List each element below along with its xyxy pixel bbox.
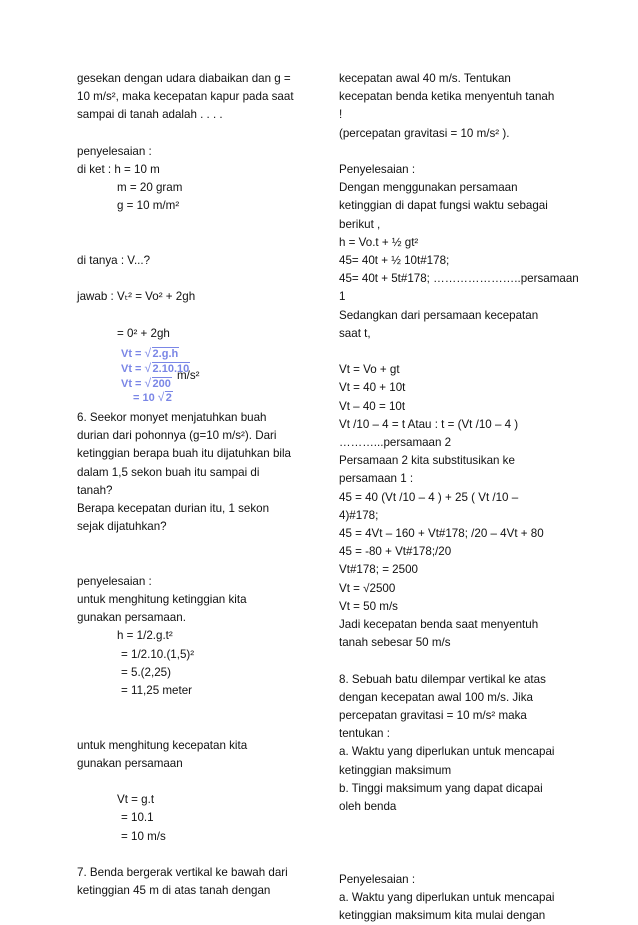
text-line: untuk menghitung kecepatan kita <box>77 738 248 752</box>
blank-line <box>77 700 309 718</box>
text-line: tanah sebesar 50 m/s <box>339 636 451 650</box>
text-line: 1 <box>339 290 346 304</box>
text-line: saat t, <box>339 326 371 340</box>
sqrt-icon: √ 2.g.h <box>144 345 179 360</box>
text-line: Berapa kecepatan durian itu, 1 sekon <box>77 501 270 515</box>
blank-line <box>339 652 567 670</box>
text-line: oleh benda <box>339 800 397 814</box>
text-line: ketinggian maksimum kita mulai dengan <box>339 909 546 923</box>
blank-line <box>339 143 567 161</box>
text-line: dalam 1,5 sekon buah itu sampai di <box>77 465 260 479</box>
text-line: Vt = √2500 <box>339 581 396 595</box>
text-line: b. Tinggi maksimum yang dapat dicapai <box>339 781 543 795</box>
blank-line <box>77 555 309 573</box>
text-line: di ket : h = 10 m <box>77 163 160 176</box>
text-line: = 10 m/s <box>121 829 166 843</box>
blank-line <box>77 216 309 234</box>
text-line: persamaan 1 : <box>339 472 414 486</box>
text-line: Dengan menggunakan persamaan <box>339 181 518 195</box>
sqrt-icon: √ 2 <box>157 389 172 404</box>
text-line: = 5.(2,25) <box>121 665 171 679</box>
text-line: penyelesaian : <box>77 574 152 588</box>
text-line: kecepatan benda ketika menyentuh tanah <box>339 90 555 104</box>
text-line: kecepatan awal 40 m/s. Tentukan <box>339 72 511 85</box>
text-line: ketinggian di dapat fungsi waktu sebagai <box>339 199 548 213</box>
text-line: 10 m/s², maka kecepatan kapur pada saat <box>77 90 294 104</box>
text-line: di tanya : V...? <box>77 253 151 267</box>
text-line: durian dari pohonnya (g=10 m/s²). Dari <box>77 429 277 443</box>
text-line: a. Waktu yang diperlukan untuk mencapai <box>339 891 555 905</box>
text-line: g = 10 m/m² <box>117 199 180 213</box>
text-line: 8. Sebuah batu dilempar vertikal ke atas <box>339 672 546 686</box>
blank-line <box>339 853 567 871</box>
radicand: 2.10.10 <box>152 362 190 375</box>
text-line: untuk menghitung ketinggian kita <box>77 592 247 606</box>
sqrt-icon: √ 200 <box>144 375 171 390</box>
text-line: 45 = 4Vt – 160 + Vt#178; /20 – 4Vt + 80 <box>339 527 544 541</box>
text-line: 4)#178; <box>339 508 379 522</box>
text-line: gesekan dengan udara diabaikan dan g = <box>77 72 291 85</box>
blank-line <box>77 125 309 143</box>
text-line: Vt /10 – 4 = t Atau : t = (Vt /10 – 4 ) <box>339 417 519 431</box>
text-line: = 1/2.10.(1,5)² <box>121 647 195 661</box>
left-column <box>77 70 309 900</box>
text-line: jawab : Vₜ² = Vo² + 2gh <box>77 290 196 304</box>
blank-line <box>339 834 567 852</box>
text-line: sampai di tanah adalah . . . . <box>77 108 223 122</box>
text-line: dengan kecepatan awal 100 m/s. Jika <box>339 690 533 704</box>
blank-line <box>339 816 567 834</box>
text-line: Vt#178; = 2500 <box>339 563 418 577</box>
text-line: Sedangkan dari persamaan kecepatan <box>339 308 539 322</box>
blank-line <box>77 536 309 554</box>
text-line: percepatan gravitasi = 10 m/s² maka <box>339 709 527 723</box>
text-line: Vt – 40 = 10t <box>339 399 406 413</box>
text-line: h = 1/2.g.t² <box>117 629 173 643</box>
radicand: 2.g.h <box>152 347 179 360</box>
blank-line <box>339 343 567 361</box>
text-line: ketinggian 45 m di atas tanah dengan <box>77 884 271 898</box>
text-line: Jadi kecepatan benda saat menyentuh <box>339 618 539 632</box>
text-line: a. Waktu yang diperlukan untuk mencapai <box>339 745 555 759</box>
text-line: 45 = -80 + Vt#178;/20 <box>339 545 452 559</box>
text-line: m = 20 gram <box>117 181 183 195</box>
text-line: sejak dijatuhkan? <box>77 520 167 534</box>
text-line: Penyelesaian : <box>339 163 416 176</box>
text-line: tentukan : <box>339 727 390 741</box>
text-line: 7. Benda bergerak vertikal ke bawah dari <box>77 865 288 879</box>
blank-line <box>77 718 309 736</box>
text-line: penyelesaian : <box>77 144 152 158</box>
text-line: ! <box>339 108 343 122</box>
text-line: tanah? <box>77 483 113 497</box>
blank-line <box>77 234 309 252</box>
text-line: (percepatan gravitasi = 10 m/s² ). <box>339 126 510 140</box>
radicand: 2 <box>165 391 172 404</box>
text-line: ………...persamaan 2 <box>339 436 452 450</box>
text-line: Vt = 50 m/s <box>339 599 398 613</box>
text-line: Vt = g.t <box>117 793 155 807</box>
text-line: 45= 40t + 5t#178; …………………..persamaan <box>339 272 579 286</box>
blank-line <box>77 307 309 325</box>
text-line: berikut , <box>339 217 381 231</box>
text-line: Vt = Vo + gt <box>339 363 400 377</box>
text-line: 45= 40t + ½ 10t#178; <box>339 254 450 268</box>
formula-lhs: Vt = <box>121 362 142 375</box>
formula-line <box>133 389 173 407</box>
text-line: = 0² + 2gh <box>117 326 170 340</box>
text-line: gunakan persamaan. <box>77 611 186 625</box>
text-line: = 10.1 <box>121 811 154 825</box>
blank-line <box>77 773 309 791</box>
text-line: h = Vo.t + ½ gt² <box>339 235 419 249</box>
blank-line <box>77 846 309 864</box>
text-line: Vt = 40 + 10t <box>339 381 406 395</box>
unit-label: m/s² <box>177 369 200 382</box>
text-line: ketinggian maksimum <box>339 763 452 777</box>
sqrt-icon: √ 2.10.10 <box>144 360 190 375</box>
text-line: 45 = 40 (Vt /10 – 4 ) + 25 ( Vt /10 – <box>339 490 519 504</box>
formula-lhs: Vt = <box>121 377 142 390</box>
radicand: 200 <box>152 377 171 390</box>
formula-lhs: = 10 <box>133 391 155 404</box>
text-line: ketinggian berapa buah itu dijatuhkan bila <box>77 447 292 461</box>
text-line: = 11,25 meter <box>121 683 192 697</box>
text-line: Penyelesaian : <box>339 872 416 886</box>
formula-lhs: Vt = <box>121 347 142 360</box>
text-line: Persamaan 2 kita substitusikan ke <box>339 454 515 468</box>
right-column <box>339 70 579 925</box>
text-line: gunakan persamaan <box>77 756 183 770</box>
blank-line <box>77 270 309 288</box>
text-line: 6. Seekor monyet menjatuhkan buah <box>77 410 267 424</box>
